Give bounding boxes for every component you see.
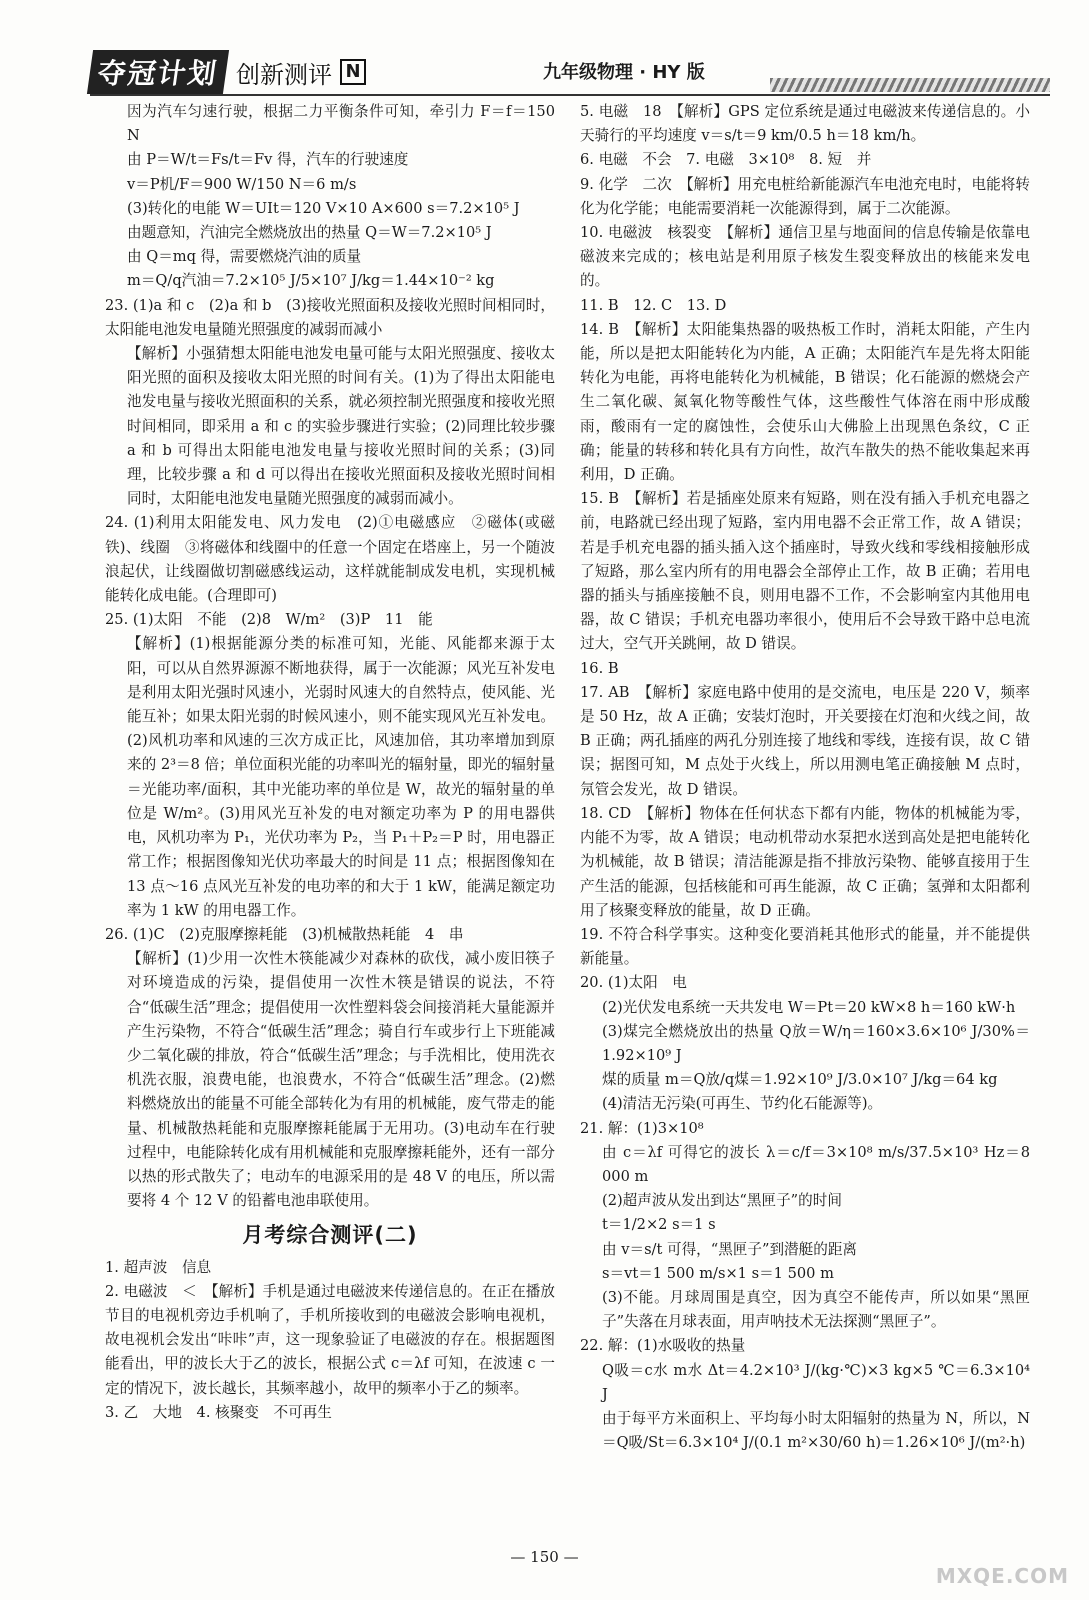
answer-line: (2)超声波从发出到达“黑匣子”的时间 [602, 1192, 842, 1210]
answer-line: (3)煤完全燃烧放出的热量 Q放＝W/η＝160×3.6×10⁶ J/30%＝1.92×10⁹ J [602, 1022, 1030, 1064]
analysis: 【解析】小强猜想太阳能电池发电量可能与太阳光照强度、接收太阳光照的面积及接收太阳光照的时间有关。(1)为了得出太阳能电池发电量与接收光照面积的关系，就必须控制光照强度和接收光照时间相同，即采用 a 和 c 的实验步骤进行实验；(2)同理比较步骤 a 和 b 可得出太阳能电池发电量与接收光照时间的关系；(3)同理，比较步骤 a 和 d 可以得出在接收光照面积及接收光照时间相同时，太阳能电池发电量随光照强度的减弱而减小。 [127, 345, 555, 508]
page-number: — 150 — [510, 1548, 579, 1566]
answer-line: (2)光伏发电系统一天共发电 W＝Pt＝20 kW×8 h＝160 kW·h [602, 998, 1016, 1016]
answer-line: (3)不能。月球周围是真空，因为真空不能传声，所以如果“黑匣子”失落在月球表面，用声呐技术无法探测“黑匣子”。 [602, 1288, 1030, 1331]
answer-line: Q吸＝c水 m水 Δt＝4.2×10³ J/(kg·℃)×3 kg×5 ℃＝6.3×10⁴ J [602, 1361, 1030, 1403]
answer-line: 煤的质量 m＝Q放/q煤＝1.92×10⁹ J/3.0×10⁷ J/kg＝64 kg [602, 1071, 998, 1089]
answer-item: 26. (1)C (2)克服摩擦耗能 (3)机械散热耗能 4 串 [105, 925, 464, 943]
page-header [90, 48, 1050, 96]
answer-item: 3. 乙 大地 4. 核聚变 不可再生 [105, 1403, 332, 1421]
header-rule [90, 94, 1050, 96]
answer-item: 15. B 【解析】若是插座处原来有短路，则在没有插入手机充电器之前，电路就已经出现了短路，室内用电器不会正常工作，故 A 错误；若是手机充电器的插头插入这个插座时，导致火线和零线相接触形成了短路，那么室内所有的用电器会全部停止工作，故 B 正确；若用电器的插头与插座接触不良，则用电器不工作，不会影响室内其他用电器，故 C 错误；手机充电器功率很小，使用后不会导致干路中总电流过大，空气开关跳闸，故 D 错误。 [580, 490, 1030, 653]
answer-item: 1. 超声波 信息 [105, 1258, 212, 1276]
answer-line: v＝P机/F＝900 W/150 N＝6 m/s [127, 175, 357, 193]
answer-line: 由 c＝λf 可得它的波长 λ＝c/f＝3×10⁸ m/s/37.5×10³ Hz＝8 000 m [602, 1143, 1030, 1185]
answer-item: 25. (1)太阳 不能 (2)8 W/m² (3)P 11 能 [105, 611, 433, 629]
answer-item: 22. 解：(1)水吸收的热量 [580, 1337, 746, 1355]
answer-line: 由 P＝W/t＝Fs/t＝Fv 得，汽车的行驶速度 [127, 151, 409, 169]
subject-label: 九年级物理 · HY 版 [543, 62, 705, 83]
answer-item: 14. B 【解析】太阳能集热器的吸热板工作时，消耗太阳能，产生内能，所以是把太阳能转化为内能，A 正确；太阳能汽车是先将太阳能转化为电能，再将电能转化为机械能，B 错误；化石能源的燃烧会产生二氧化碳、氮氧化物等酸性气体，这些酸性气体溶在雨中形成酸雨，酸雨有一定的腐蚀性，会使乐山大佛脸上出现黑色条纹，C 正确；能量的转移和转化具有方向性，故汽车散失的热不能收集起来再利用，D 正确。 [580, 320, 1030, 484]
watermark: MXQE.COM [935, 1564, 1069, 1588]
analysis: 【解析】(1)根据能源分类的标准可知，光能、风能都来源于太阳，可以从自然界源源不断地获得，属于一次能源；风光互补发电是利用太阳光强时风速小，光弱时风速大的自然特点，使风能、光能互补；如果太阳光弱的时候风速小，则不能实现风光互补发电。(2)风机功率和风速的三次方成正比，风速加倍，其功率增加到原来的 2³＝8 倍；单位面积光能的功率叫光的辐射量，即光的辐射量＝光能功率/面积，其中光能功率的单位是 W，故光的辐射量的单位是 W/m²。(3)用风光互补发的电对额定功率为 P 的用电器供电，风机功率为 P₁，光伏功率为 P₂，当 P₁＋P₂＝P 时，用电器正常工作；根据图像知光伏功率最大的时间是 11 点；根据图像知在 13 点～16 点风光互补发的电功率的和大于 1 kW，能满足额定功率为 1 kW 的用电器工作。 [127, 635, 555, 919]
analysis: 【解析】(1)少用一次性木筷能减少对森林的砍伐，减小废旧筷子对环境造成的污染，提倡使用一次性木筷是错误的说法，不符合“低碳生活”理念；提倡使用一次性塑料袋会间接消耗大量能源并产生污染物，不符合“低碳生活”理念；骑自行车或步行上下班能减少二氧化碳的排放，符合“低碳生活”理念；与手洗相比，使用洗衣机洗衣服，浪费电能，也浪费水，不符合“低碳生活”理念。(2)燃料燃烧放出的能量不可能全部转化为有用的机械能，废气带走的能量、机械散热耗能和克服摩擦耗能属于无用功。(3)电动车在行驶过程中，电能除转化成有用机械能和克服摩擦耗能外，还有一部分以热的形式散失了；电动车的电源采用的是 48 V 的电压，所以需要将 4 个 12 V 的铅蓄电池串联使用。 [127, 950, 555, 1210]
answer-item: 16. B [580, 659, 619, 677]
brand-subtitle: 创新测评 [236, 60, 333, 89]
answer-line: (4)清洁无污染(可再生、节约化石能源等)。 [602, 1095, 883, 1113]
answer-item: 5. 电磁 18 【解析】GPS 定位系统是通过电磁波来传递信息的。小天骑行的平均速度 v＝s/t＝9 km/0.5 h＝18 km/h。 [580, 103, 1030, 145]
answer-line: (3)转化的电能 W＝UIt＝120 V×10 A×600 s＝7.2×10⁵ J [127, 199, 520, 217]
header-stripe [770, 78, 1050, 92]
answer-item: 19. 不符合科学事实。这种变化要消耗其他形式的能量，并不能提供新能量。 [580, 925, 1030, 968]
answer-item: 9. 化学 二次 【解析】用充电桩给新能源汽车电池充电时，电能将转化为化学能；电能需要消耗一次能源得到，属于二次能源。 [580, 175, 1030, 217]
answer-line: 由 Q＝mq 得，需要燃烧汽油的质量 [127, 248, 362, 266]
brand-logo: 夺冠计划 [87, 50, 229, 94]
answer-item: 24. (1)利用太阳能发电、风力发电 (2)①电磁感应 ②磁体(或磁铁)、线圈 ③将磁体和线圈中的任意一个固定在塔座上，另一个随波浪起伏，让线圈做切割磁感线运动，这样就能制成发电机，实现机械能转化成电能。(合理即可) [105, 514, 555, 605]
answer-item: 6. 电磁 不会 7. 电磁 3×10⁸ 8. 短 并 [580, 151, 872, 169]
brand-mark: N [340, 59, 366, 85]
answer-line: 由题意知，汽油完全燃烧放出的热量 Q＝W＝7.2×10⁵ J [127, 224, 492, 242]
answer-line: 因为汽车匀速行驶，根据二力平衡条件可知，牵引力 F＝f＝150 N [127, 103, 555, 145]
answer-line: t＝1/2×2 s＝1 s [602, 1216, 716, 1234]
brand [90, 48, 366, 96]
answer-item: 20. (1)太阳 电 [580, 974, 687, 992]
answer-line: 由于每平方米面积上、平均每小时太阳辐射的热量为 N，所以，N＝Q吸/St＝6.3×10⁴ J/(0.1 m²×30/60 h)＝1.26×10⁶ J/(m²·h) [602, 1409, 1030, 1452]
answer-item: 2. 电磁波 ＜ 【解析】手机是通过电磁波来传递信息的。在正在播放节目的电视机旁边手机响了，手机所接收到的电磁波会影响电视机，故电视机会发出“咔咔”声，这一现象验证了电磁波的存在。根据题图能看出，甲的波长大于乙的波长，根据公式 c＝λf 可知，在波速 c 一定的情况下，波长越长，其频率越小，故甲的频率小于乙的频率。 [105, 1282, 555, 1397]
answer-line: 由 v＝s/t 可得，“黑匣子”到潜艇的距离 [602, 1240, 858, 1258]
section-title: 月考综合测评(二) [242, 1223, 418, 1248]
answer-item: 21. 解：(1)3×10⁸ [580, 1119, 704, 1137]
answer-item: 18. CD 【解析】物体在任何状态下都有内能，物体的机械能为零，内能不为零，故 A 错误；电动机带动水泵把水送到高处是把电能转化为机械能，故 B 错误；清洁能源是指不排放污染物、能够直接用于生产生活的能源，包括核能和可再生能源，故 C 正确；氢弹和太阳都利用了核聚变释放的能量，故 D 正确。 [580, 804, 1030, 919]
answer-item: 17. AB 【解析】家庭电路中使用的是交流电，电压是 220 V，频率是 50 Hz，故 A 正确；安装灯泡时，开关要接在灯泡和火线之间，故 B 正确；两孔插座的两孔分别连接了地线和零线，连接有误，故 C 错误；据图可知，M 点处于火线上，所以用测电笔正确接触 M 点时，氖管会发光，故 D 错误。 [580, 683, 1030, 798]
answer-item: 11. B 12. C 13. D [580, 296, 727, 314]
answer-line: m＝Q/q汽油＝7.2×10⁵ J/5×10⁷ J/kg＝1.44×10⁻² kg [127, 272, 495, 290]
answer-item: 10. 电磁波 核裂变 【解析】通信卫星与地面间的信息传输是依靠电磁波来完成的；核电站是利用原子核发生裂变释放出的核能来发电的。 [580, 224, 1030, 290]
right-column [580, 100, 1030, 1455]
answer-item: 23. (1)a 和 c (2)a 和 b (3)接收光照面积及接收光照时间相同时，太阳能电池发电量随光照强度的减弱而减小 [105, 296, 555, 338]
answer-line: s＝vt＝1 500 m/s×1 s＝1 500 m [602, 1264, 834, 1282]
left-column [105, 100, 555, 1425]
